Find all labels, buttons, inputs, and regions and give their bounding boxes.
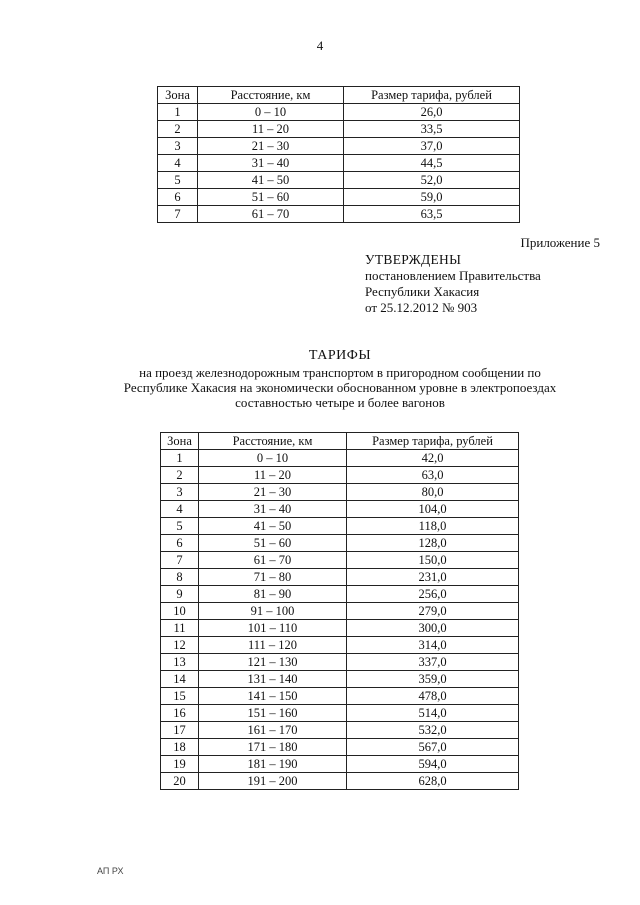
tariff-cell: 567,0 xyxy=(347,739,519,756)
footer-code: АП РХ xyxy=(97,866,124,876)
distance-cell: 91 – 100 xyxy=(199,603,347,620)
zone-cell: 7 xyxy=(161,552,199,569)
zone-cell: 15 xyxy=(161,688,199,705)
header-distance: Расстояние, км xyxy=(198,87,344,104)
zone-cell: 2 xyxy=(158,121,198,138)
header-tariff: Размер тарифа, рублей xyxy=(347,433,519,450)
tariff-cell: 300,0 xyxy=(347,620,519,637)
title-line-2: Республике Хакасия на экономически обоснованном уровне в электропоездах xyxy=(123,380,557,395)
distance-cell: 0 – 10 xyxy=(199,450,347,467)
tariff-cell: 128,0 xyxy=(347,535,519,552)
table-row xyxy=(161,518,519,535)
header-zone: Зона xyxy=(158,87,198,104)
tariff-cell: 594,0 xyxy=(347,756,519,773)
distance-cell: 151 – 160 xyxy=(199,705,347,722)
zone-cell: 14 xyxy=(161,671,199,688)
approval-line-1: постановлением Правительства xyxy=(365,268,541,283)
distance-cell: 71 – 80 xyxy=(199,569,347,586)
distance-cell: 181 – 190 xyxy=(199,756,347,773)
distance-cell: 51 – 60 xyxy=(199,535,347,552)
table-row xyxy=(161,756,519,773)
tariff-cell: 150,0 xyxy=(347,552,519,569)
distance-cell: 101 – 110 xyxy=(199,620,347,637)
table-row xyxy=(158,189,520,206)
table-row xyxy=(158,206,520,223)
tariff-cell: 337,0 xyxy=(347,654,519,671)
distance-cell: 11 – 20 xyxy=(199,467,347,484)
table-row xyxy=(161,484,519,501)
tariff-table-2 xyxy=(160,432,519,790)
header-distance: Расстояние, км xyxy=(199,433,347,450)
tariff-cell: 63,0 xyxy=(347,467,519,484)
tariff-cell: 37,0 xyxy=(344,138,520,155)
table-row xyxy=(161,705,519,722)
tariff-cell: 231,0 xyxy=(347,569,519,586)
zone-cell: 2 xyxy=(161,467,199,484)
distance-cell: 41 – 50 xyxy=(198,172,344,189)
distance-cell: 21 – 30 xyxy=(198,138,344,155)
document-title: ТАРИФЫ xyxy=(308,348,372,363)
distance-cell: 61 – 70 xyxy=(198,206,344,223)
zone-cell: 8 xyxy=(161,569,199,586)
zone-cell: 16 xyxy=(161,705,199,722)
table-row xyxy=(158,138,520,155)
zone-cell: 17 xyxy=(161,722,199,739)
tariff-cell: 628,0 xyxy=(347,773,519,790)
zone-cell: 19 xyxy=(161,756,199,773)
zone-cell: 5 xyxy=(158,172,198,189)
tariff-cell: 52,0 xyxy=(344,172,520,189)
zone-cell: 18 xyxy=(161,739,199,756)
distance-cell: 121 – 130 xyxy=(199,654,347,671)
tariff-cell: 314,0 xyxy=(347,637,519,654)
tariff-cell: 359,0 xyxy=(347,671,519,688)
page-number: 4 xyxy=(316,38,324,53)
tariff-cell: 104,0 xyxy=(347,501,519,518)
table-row xyxy=(161,671,519,688)
zone-cell: 9 xyxy=(161,586,199,603)
distance-cell: 41 – 50 xyxy=(199,518,347,535)
table-row xyxy=(161,586,519,603)
table-row xyxy=(161,688,519,705)
zone-cell: 4 xyxy=(158,155,198,172)
distance-cell: 31 – 40 xyxy=(199,501,347,518)
tariff-cell: 532,0 xyxy=(347,722,519,739)
distance-cell: 21 – 30 xyxy=(199,484,347,501)
zone-cell: 7 xyxy=(158,206,198,223)
title-line-1: на проезд железнодорожным транспортом в пригородном сообщении по xyxy=(139,365,541,380)
distance-cell: 141 – 150 xyxy=(199,688,347,705)
zone-cell: 6 xyxy=(161,535,199,552)
approval-line-2: Республики Хакасия xyxy=(365,284,480,299)
table-row xyxy=(161,722,519,739)
distance-cell: 31 – 40 xyxy=(198,155,344,172)
table-header-row xyxy=(158,87,520,104)
tariff-table-1 xyxy=(157,86,520,223)
distance-cell: 51 – 60 xyxy=(198,189,344,206)
approval-line-3: от 25.12.2012 № 903 xyxy=(365,300,478,315)
table-row xyxy=(158,155,520,172)
tariff-cell: 63,5 xyxy=(344,206,520,223)
tariff-cell: 118,0 xyxy=(347,518,519,535)
zone-cell: 3 xyxy=(158,138,198,155)
distance-cell: 171 – 180 xyxy=(199,739,347,756)
tariff-cell: 514,0 xyxy=(347,705,519,722)
zone-cell: 1 xyxy=(161,450,199,467)
table-row xyxy=(161,552,519,569)
tariff-cell: 256,0 xyxy=(347,586,519,603)
tariff-cell: 279,0 xyxy=(347,603,519,620)
distance-cell: 111 – 120 xyxy=(199,637,347,654)
table-row xyxy=(161,603,519,620)
header-tariff: Размер тарифа, рублей xyxy=(344,87,520,104)
table-row xyxy=(161,773,519,790)
zone-cell: 1 xyxy=(158,104,198,121)
table-row xyxy=(158,121,520,138)
zone-cell: 11 xyxy=(161,620,199,637)
zone-cell: 6 xyxy=(158,189,198,206)
table-row xyxy=(158,172,520,189)
distance-cell: 81 – 90 xyxy=(199,586,347,603)
header-zone: Зона xyxy=(161,433,199,450)
tariff-cell: 42,0 xyxy=(347,450,519,467)
zone-cell: 13 xyxy=(161,654,199,671)
distance-cell: 191 – 200 xyxy=(199,773,347,790)
table-row xyxy=(161,739,519,756)
distance-cell: 161 – 170 xyxy=(199,722,347,739)
tariff-cell: 59,0 xyxy=(344,189,520,206)
table-row xyxy=(161,654,519,671)
table-row xyxy=(161,467,519,484)
title-line-3: составностью четыре и более вагонов xyxy=(235,395,445,410)
tariff-cell: 33,5 xyxy=(344,121,520,138)
appendix-label: Приложение 5 xyxy=(520,235,600,250)
table-row xyxy=(161,569,519,586)
tariff-cell: 80,0 xyxy=(347,484,519,501)
title-block xyxy=(80,348,600,410)
table-row xyxy=(161,637,519,654)
table-row xyxy=(161,501,519,518)
zone-cell: 10 xyxy=(161,603,199,620)
zone-cell: 12 xyxy=(161,637,199,654)
zone-cell: 4 xyxy=(161,501,199,518)
tariff-cell: 44,5 xyxy=(344,155,520,172)
approval-block xyxy=(365,252,541,316)
distance-cell: 0 – 10 xyxy=(198,104,344,121)
distance-cell: 11 – 20 xyxy=(198,121,344,138)
tariff-cell: 478,0 xyxy=(347,688,519,705)
table-row xyxy=(161,620,519,637)
zone-cell: 20 xyxy=(161,773,199,790)
table-row xyxy=(158,104,520,121)
tariff-cell: 26,0 xyxy=(344,104,520,121)
table-row xyxy=(161,450,519,467)
table-header-row xyxy=(161,433,519,450)
table-row xyxy=(161,535,519,552)
approved-heading: УТВЕРЖДЕНЫ xyxy=(365,252,462,267)
distance-cell: 61 – 70 xyxy=(199,552,347,569)
zone-cell: 5 xyxy=(161,518,199,535)
distance-cell: 131 – 140 xyxy=(199,671,347,688)
zone-cell: 3 xyxy=(161,484,199,501)
